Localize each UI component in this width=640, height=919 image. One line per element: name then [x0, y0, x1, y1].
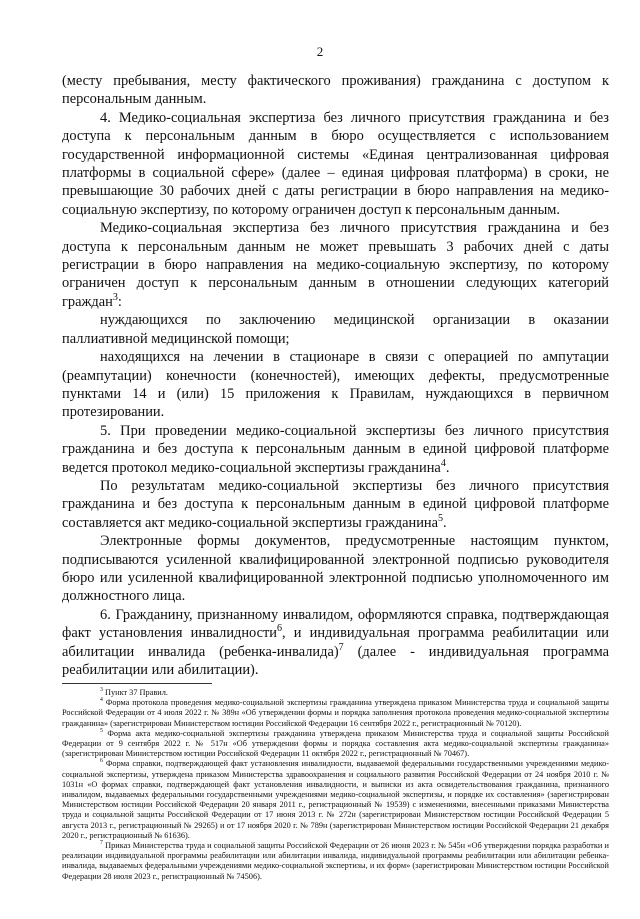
footnote-5: $^5$ Форма акта медико-социальной экспертизы гражданина утверждена приказом Министерства труда и социальной защиты Российской Федерации от 9 сентября 2022 г. № 517н «Об утверждении формы и порядка составления акта медико-социальной экспертизы гражданина» (зарегистрирован Министерством юстиции Российской Федерации 11 октября 2022 г., регистрационный № 70467). — [62, 728, 609, 759]
page-number: 2 — [316, 44, 324, 59]
footnote-7: $^7$ Приказ Министерства труда и социальной защиты Российской Федерации от 26 июня 2023 г. № 545н «Об утверждении порядка разработки и реализации индивидуальной программы реабилитации или абилитации инвалида, индивидуальной программы реабилитации или абилитации ребенка-инвалида, выдаваемых федеральными учреждениями медико-социальной экспертизы, и их форм» (зарегистрирован Министерством юстиции Российской Федерации 28 июля 2023 г., регистрационный № 74506). — [62, 840, 609, 881]
footnote-ref-7[interactable]: 7 — [338, 641, 344, 653]
paragraph-amputation: находящихся на лечении в стационаре в связи с операцией по ампутации (реампутации) конечности (конечностей), имеющих дефекты, предусмотренные пунктами 14 и (или) 15 приложения к Правилам, нуждающихся в первичном протезировании. — [62, 349, 609, 421]
footnote-4: $^4$ Форма протокола проведения медико-социальной экспертизы гражданина утверждена приказом Министерства труда и социальной защиты Российской Федерации от 4 июля 2022 г. № 389н «Об утверждении формы и порядка заполнения протокола проведения медико-социальной экспертизы гражданина» (зарегистрирован Министерством юстиции Российской Федерации 16 сентября 2022 г., регистрационный № 70120). — [62, 697, 609, 728]
footnote-ref-5[interactable]: 5 — [438, 512, 444, 524]
footnote-6: $^6$ Форма справки, подтверждающей факт установления инвалидности, выдаваемой федеральными государственными учреждениями медико-социальной экспертизы, утверждена приказом Министерства здравоохранения и социального развития Российской Федерации от 24 ноября 2010 г. № 1031н «О формах справки, подтверждающей факт установления инвалидности, и выписки из акта освидетельствования гражданина, признанного инвалидом, выдаваемых федеральными государственными учреждениями медико-социальной экспертизы, и порядке их составления» (зарегистрирован Министерством юстиции Российской Федерации 20 января 2011 г., регистрационный № 19539) с изменениями, внесенными приказами Министерства труда и социальной защиты Российской Федерации от 17 июня 2013 г. № 272н (зарегистрирован Министерством юстиции Российской Федерации 5 августа 2013 г., регистрационный № 29265) и от 17 ноября 2020 г. № 789н (зарегистрирован Министерством юстиции Российской Федерации 21 декабря 2020 г., регистрационный № 61636). — [62, 758, 609, 840]
paragraph-three-days: Медико-социальная экспертиза без личного присутствия гражданина и без доступа к персональным данным не может превышать 3 рабочих дней с даты регистрации в бюро направления на медико-социальную экспертизу, по которому ограничен доступ к персональным данным в отношении следующих категорий граждан$^3$: — [62, 220, 609, 310]
document-body — [62, 72, 609, 679]
paragraph-item-4: 4. Медико-социальная экспертиза без личного присутствия гражданина и без доступа к персональным данным в бюро осуществляется с использованием государственной информационной системы «Единая централизованная цифровая платформы в социальной сфере» (далее – единая цифровая платформа) в сроки, не превышающие 30 рабочих дней с даты регистрации в бюро направления на медико-социальную экспертизу, по которому ограничен доступ к персональным данным. — [62, 109, 609, 218]
footnote-ref-6[interactable]: 6 — [277, 623, 283, 635]
footnotes — [62, 688, 609, 882]
paragraph-electronic-forms: Электронные формы документов, предусмотренные настоящим пунктом, подписываются усиленной квалифицированной электронной подписью руководителя бюро или усиленной квалифицированной электронной подписью уполномоченного им должностного лица. — [62, 533, 609, 605]
paragraph-item-6: 6. Гражданину, признанному инвалидом, оформляются справка, подтверждающая факт установления инвалидности$^6$, и индивидуальная программа реабилитации или абилитации инвалида (ребенка-инвалида)$^7$ (далее - индивидуальная программа реабилитации или абилитации). — [62, 606, 609, 678]
footnote-ref-3[interactable]: 3 — [112, 292, 118, 304]
paragraph-item-5: 5. При проведении медико-социальной экспертизы без личного присутствия гражданина и без доступа к персональным данным в единой цифровой платформе ведется протокол медико-социальной экспертизы гражданина$^4$. — [62, 422, 609, 476]
footnote-ref-4[interactable]: 4 — [440, 457, 446, 469]
paragraph-continuation: (месту пребывания, месту фактического проживания) гражданина с доступом к персональным данным. — [62, 73, 609, 108]
footnote-3: $^3$ Пункт 37 Правил. — [100, 687, 168, 697]
paragraph-palliative: нуждающихся по заключению медицинской организации в оказании паллиативной медицинской помощи; — [62, 312, 609, 347]
footnote-divider — [62, 683, 212, 684]
paragraph-act: По результатам медико-социальной экспертизы без личного присутствия гражданина и без доступа к персональным данным в единой цифровой платформе составляется акт медико-социальной экспертизы гражданина$^5$. — [62, 477, 609, 531]
